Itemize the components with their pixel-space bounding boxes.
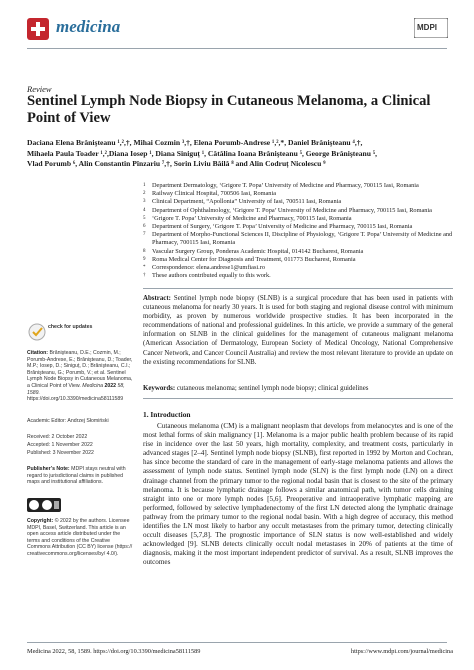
citation-label: Citation: [27,350,49,356]
affiliation-number: 8 [143,248,146,254]
affiliation-number: 5 [143,215,146,221]
affiliation-item [143,264,453,272]
date-accepted: Accepted: 1 November 2022 [27,442,93,448]
publisher-name: MDPI [417,23,437,32]
affiliation-text: ‘Grigore T. Popa’ University of Medicine and Pharmacy, 700115 Iasi, Romania [152,214,352,222]
abstract-label: Abstract: [143,295,171,302]
section-heading: 1. Introduction [143,410,191,419]
publisher-note-label: Publisher’s Note: [27,466,70,472]
affiliation-item [143,198,453,206]
keywords [143,384,453,393]
footer-citation[interactable]: Medicina 2022, 58, 1589. https://doi.org/10.3390/medicina58111589 [27,648,201,655]
article-type: Review [27,84,52,94]
affiliation-number: 9 [143,256,146,262]
affiliation-text: Department of Morpho-Functional Sciences II, Discipline of Physiology, ‘Grigore T. Popa’ University of Medicine and Pharmacy, 700115 Iasi, Romania [152,231,453,247]
copyright-label: Copyright: [27,518,54,524]
keywords-text: cutaneous melanoma; sentinel lymph node biopsy; clinical guidelines [176,385,369,392]
keywords-label: Keywords: [143,385,176,392]
affiliation-text: Roma Medical Center for Diagnosis and Treatment, 011773 Bucharest, Romania [152,255,356,263]
citation-block [27,350,133,403]
abstract-bottom-divider [143,398,453,399]
citation-doi-link[interactable]: https://doi.org/10.3390/medicina58111589 [27,396,124,403]
affiliation-number: † [143,273,146,279]
affiliation-number: 4 [143,207,146,213]
check-for-updates-label[interactable]: check for updates [48,324,93,330]
journal-name: medicina [56,17,121,36]
affiliation-item [143,223,453,231]
citation-text: Brănişteanu, D.E.; Cozmin, M.; Porumb-Andrese, E.; Brănişteanu, D.; Toader, M.P.; Iosep, D.; Siniguț, D.; Brănişteanu, C.I.; Brănişteanu, G.; Porumb, V.; et al. Sentinel Lymph Node Biopsy in Cutaneous Melanoma, a Clinical Point of View. [27,350,133,389]
affiliation-number: * [143,265,146,271]
affiliation-text: Railway Clinical Hospital, 700506 Iasi, Romania [152,190,276,198]
publisher-note-text: MDPI stays neutral with regard to jurisdictional claims in published maps and institutional affiliations. [27,466,126,486]
date-published: Published: 3 November 2022 [27,450,94,456]
footer-divider [27,642,447,643]
intro-text: Cutaneous melanoma (CM) is a malignant neoplasm that develops from melanocytes and is one of the most lethal forms of skin malignancy [1]. Melanoma is a major public health problem because of its rapid rise in incidence over the last 50 years, high mortality, complexity, and treatment costs, particularly in advanced stages [2–4]. Sentinel lymph node biopsy (SLNB), first reported in 1992 by Morton and Cochran, has since become the standard of care in the management of early-stage melanoma patients and allows the assessment of lymph node status. Sentinel lymph node (SLN) is the first lymph node (LN) on a direct drainage channel from the primary tumor to the regional nodal basin that is closest to the site of the primary melanoma. It is because lymphatic drainage follows a similar anatomical path, with tumor cells draining straight into one or more lymph nodes [5,6]. Preoperative and intraoperative lymphatic mapping are performed, followed by selective lymphadenectomy of the first LN detected along the lymphatic drainage pathway from the primary tumor to the regional nodal basin. With a high degree of accuracy, this method identifies the LN most likely to harbor any occult metastases from the primary tumor, detecting clinically occult diseases [5,7,8]. The prognostic importance of SLN status is now well-established and widely acknowledged [9]. SLNB detects clinically occult nodal metastases in 20% of patients at the time of diagnosis, making it the most important independent predictor of survival. As a result, SLNB improves the outcomes [143,422,453,567]
affiliation-number: 7 [143,232,146,238]
author-line: Vlad Porumb ⁶, Alin Constantin Pînzariu ⁷,†, Sorin Liviu Băilă ⁸ and Alin Codruț Nicolescu ⁹ [27,159,326,169]
affiliation-text: Correspondence: elena.andrese1@umfiasi.ro [152,264,265,272]
date-received: Received: 2 October 2022 [27,434,88,440]
header-divider [27,48,447,49]
affiliation-text: These authors contributed equally to this work. [152,272,271,280]
footer-journal-link[interactable]: https://www.mdpi.com/journal/medicina [350,648,453,655]
affiliation-item [143,190,453,198]
journal-logo-icon [27,18,49,40]
citation-volume: 58, 1589. [27,382,125,396]
affiliation-text: Clinical Department, “Apollonia” University of Iasi, 700511 Iasi, Romania [152,198,342,206]
affiliation-text: Department of Ophthalmology, ‘Grigore T. Popa’ University of Medicine and Pharmacy, 700115 Iasi, Romania [152,206,432,214]
affiliation-item [143,215,453,223]
affiliation-number: 6 [143,224,146,230]
affiliation-number: 3 [143,199,146,205]
intro-paragraph [143,422,453,568]
affiliation-text: Department of Surgery, ‘Grigore T. Popa’ University of Medicine and Pharmacy, 700115 Iasi, Romania [152,223,413,231]
citation-year: 2022 [104,382,117,389]
affiliation-item [143,272,453,280]
author-line: Mihaela Paula Toader ¹,²,Diana Iosep ¹, Diana Siniguț ¹, Cătălina Ioana Brănişteanu ⁵, George Brănişteanu ⁵, [27,148,378,158]
abstract [143,294,453,367]
affiliation-text: Vascular Surgery Group, Ponderas Academic Hospital, 014142 Bucharest, Romania [152,247,364,255]
abstract-text: Sentinel lymph node biopsy (SLNB) is a surgical procedure that has been used in patients with cutaneous melanoma for nearly 30 years. It is used for both staging and regional disease control with minimum morbidity, as proven by numerous worldwide prospective studies. It has been incorporated in the recommendations of national and professional guidelines. In this article, we provide a summary of the general information on SLNB in the clinical guidelines for the management of cutaneous malignant melanoma (American Association of Dermatology, European Society of Medical Oncology, National Comprehensive Cancer Network, and Cancer Council Australia) and review the most relevant literature to provide an update on the existing recommendations for SLNB. [143,295,454,366]
copyright-block [27,518,133,558]
affiliation-number: 2 [143,191,146,197]
citation-journal: Medicina [82,382,104,389]
affiliation-item [143,182,453,190]
affiliation-list [143,182,453,280]
academic-editor: Academic Editor: Andrzej Słomiński [27,418,109,424]
affiliation-item [143,231,453,247]
author-list [27,138,457,170]
copyright-text: © 2022 by the authors. Licensee MDPI, Basel, Switzerland. This article is an open access article distributed under the terms and conditions of the Creative Commons Attribution (CC BY) license (https:// creativecommons.org/licenses/by/ 4.0/). [27,518,133,557]
affiliation-text: Department Dermatology, ‘Grigore T. Popa’ University of Medicine and Pharmacy, 700115 Iasi, Romania [152,182,419,189]
affiliation-item [143,207,453,215]
article-title: Sentinel Lymph Node Biopsy in Cutaneous Melanoma, a Clinical Point of View [27,93,431,126]
author-line: Daciana Elena Brănişteanu ¹,²,†, Mihai Cozmin ³,†, Elena Porumb-Andrese ¹,²,*, Daniel Brănişteanu ⁴,†, [27,138,363,147]
publisher-note [27,466,133,486]
affiliation-item [143,248,453,256]
abstract-top-divider [143,288,453,289]
affiliation-item [143,256,453,264]
affiliation-number: 1 [143,183,146,188]
cc-by-license-icon[interactable] [27,498,61,512]
